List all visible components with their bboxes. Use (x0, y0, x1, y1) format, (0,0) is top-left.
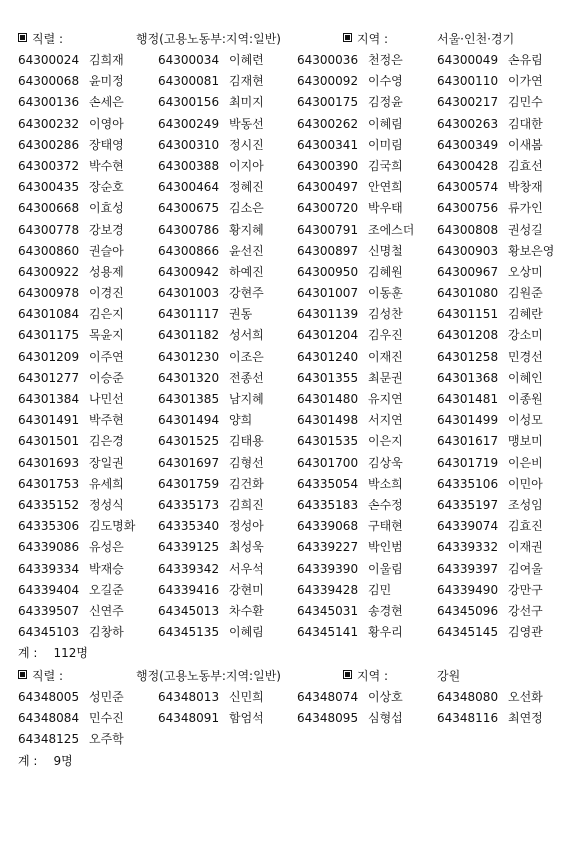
exam-number: 64301139 (297, 307, 359, 322)
exam-number: 64300668 (18, 201, 80, 216)
exam-number: 64300428 (437, 158, 499, 173)
candidate-name: 오선화 (508, 690, 543, 704)
candidate-name: 황보은영 (508, 243, 555, 258)
bullet-square-icon (343, 29, 357, 50)
candidate-name: 정성아 (229, 519, 264, 534)
candidate-name: 김정윤 (368, 95, 403, 110)
candidate-name: 민수진 (89, 711, 124, 726)
exam-number: 64301501 (18, 434, 80, 449)
exam-number: 64339397 (437, 561, 499, 576)
candidate-name: 김성찬 (368, 307, 403, 322)
job-value: 행정(고용노동부:지역:일반) (136, 669, 281, 683)
exam-number: 64345013 (158, 603, 220, 618)
exam-number: 64301175 (18, 328, 80, 343)
exam-number: 64300778 (18, 222, 80, 237)
exam-number: 64348013 (158, 690, 220, 704)
roster-row (18, 410, 578, 431)
exam-number: 64348005 (18, 690, 80, 704)
exam-number: 64300574 (437, 180, 499, 195)
candidate-name: 손수정 (368, 497, 403, 512)
candidate-name: 강선구 (508, 603, 543, 618)
exam-number: 64300786 (158, 222, 220, 237)
exam-number: 64301480 (297, 392, 359, 406)
candidate-name: 이혜림 (229, 625, 264, 640)
exam-number: 64301491 (18, 413, 80, 428)
roster-row (18, 262, 578, 283)
roster-row (18, 559, 578, 580)
candidate-name: 남지혜 (229, 392, 264, 406)
roster-row (18, 389, 578, 410)
section-total (18, 643, 578, 664)
exam-number: 64300092 (297, 74, 359, 89)
candidate-name: 김희진 (229, 497, 264, 512)
job-label: 직렬 : (32, 32, 64, 46)
candidate-name: 이은비 (508, 455, 543, 470)
exam-number: 64339334 (18, 561, 80, 576)
roster-row (18, 537, 578, 558)
exam-number: 64300310 (158, 137, 220, 152)
roster-row (18, 687, 578, 708)
candidate-name: 김영관 (508, 625, 543, 640)
exam-number: 64345103 (18, 625, 80, 640)
candidate-name: 김건화 (229, 476, 264, 491)
roster-row (18, 198, 578, 219)
exam-number: 64300950 (297, 264, 359, 279)
roster-row (18, 71, 578, 92)
candidate-name: 강현미 (229, 582, 264, 597)
exam-number: 64300897 (297, 243, 359, 258)
candidate-name: 박소희 (368, 476, 403, 491)
bullet-square-icon (18, 666, 32, 687)
exam-number: 64335197 (437, 497, 499, 512)
exam-number: 64300286 (18, 137, 80, 152)
roster-row (18, 50, 578, 71)
exam-number: 64300136 (18, 95, 80, 110)
total-value: 112명 (53, 646, 88, 661)
exam-number: 64300175 (297, 95, 359, 110)
candidate-name: 정성식 (89, 497, 124, 512)
exam-number: 64300390 (297, 158, 359, 173)
candidate-name: 김창하 (89, 625, 124, 640)
exam-number: 64339074 (437, 519, 499, 534)
candidate-name: 김도명화 (89, 519, 136, 534)
candidate-name: 김효선 (508, 158, 543, 173)
exam-number: 64300720 (297, 201, 359, 216)
candidate-name: 최문권 (368, 370, 403, 385)
exam-number: 64301230 (158, 349, 220, 364)
candidate-name: 이민아 (508, 476, 543, 491)
bullet-square-icon (343, 666, 357, 687)
candidate-name: 김효진 (508, 519, 543, 534)
exam-number: 64300110 (437, 74, 499, 89)
candidate-name: 함엄석 (229, 711, 264, 726)
candidate-name: 이성모 (508, 413, 543, 428)
exam-number: 64348095 (297, 711, 359, 726)
job-label: 직렬 : (32, 669, 64, 683)
candidate-name: 박주현 (89, 413, 124, 428)
candidate-name: 서지연 (368, 413, 403, 428)
exam-number: 64339227 (297, 540, 359, 555)
section-header (18, 29, 578, 50)
exam-number: 64300263 (437, 116, 499, 131)
exam-number: 64335054 (297, 476, 359, 491)
exam-number: 64300866 (158, 243, 220, 258)
exam-number: 64339125 (158, 540, 220, 555)
candidate-name: 김민 (368, 582, 392, 597)
candidate-name: 이효성 (89, 201, 124, 216)
exam-number: 64301204 (297, 328, 359, 343)
exam-number: 64348091 (158, 711, 220, 726)
exam-number: 64301617 (437, 434, 499, 449)
candidate-name: 최연정 (508, 711, 543, 726)
candidate-name: 김민수 (508, 95, 543, 110)
candidate-name: 강보경 (89, 222, 124, 237)
exam-number: 64339428 (297, 582, 359, 597)
candidate-name: 이가연 (508, 74, 543, 89)
exam-number: 64301759 (158, 476, 220, 491)
exam-number: 64300081 (158, 74, 220, 89)
exam-number: 64339404 (18, 582, 80, 597)
candidate-name: 유세희 (89, 476, 124, 491)
exam-number: 64301498 (297, 413, 359, 428)
exam-number: 64301700 (297, 455, 359, 470)
candidate-name: 송경현 (368, 603, 403, 618)
candidate-name: 강소미 (508, 328, 543, 343)
candidate-name: 박재승 (89, 561, 124, 576)
candidate-name: 박인범 (368, 540, 403, 555)
exam-number: 64301080 (437, 286, 499, 301)
candidate-name: 권슬아 (89, 243, 124, 258)
candidate-name: 조성임 (508, 497, 543, 512)
candidate-name: 오길준 (89, 582, 124, 597)
exam-number: 64301007 (297, 286, 359, 301)
region-value: 서울·인천·경기 (437, 32, 515, 46)
candidate-name: 유지연 (368, 392, 403, 406)
roster-row (18, 580, 578, 601)
exam-number: 64300262 (297, 116, 359, 131)
exam-number: 64300049 (437, 53, 499, 67)
exam-number: 64345141 (297, 625, 359, 640)
exam-number: 64300036 (297, 53, 359, 67)
roster-row (18, 92, 578, 113)
exam-number: 64300967 (437, 264, 499, 279)
exam-number: 64335173 (158, 497, 220, 512)
candidate-name: 이새봄 (508, 137, 543, 152)
exam-number: 64300808 (437, 222, 499, 237)
roster-row (18, 431, 578, 452)
roster-row (18, 220, 578, 241)
candidate-name: 차수환 (229, 603, 264, 618)
roster-row (18, 622, 578, 643)
candidate-name: 강현주 (229, 286, 264, 301)
exam-number: 64301240 (297, 349, 359, 364)
section-header (18, 666, 578, 687)
candidate-name: 김대한 (508, 116, 543, 131)
exam-number: 64300903 (437, 243, 499, 258)
exam-number: 64300217 (437, 95, 499, 110)
candidate-name: 나민선 (89, 392, 124, 406)
exam-number: 64300675 (158, 201, 220, 216)
candidate-name: 안연희 (368, 180, 403, 195)
exam-number: 64300435 (18, 180, 80, 195)
candidate-name: 이영아 (89, 116, 124, 131)
candidate-name: 서우석 (229, 561, 264, 576)
candidate-name: 이승준 (89, 370, 124, 385)
candidate-name: 정혜진 (229, 180, 264, 195)
roster-row (18, 177, 578, 198)
exam-number: 64301385 (158, 392, 220, 406)
roster-row (18, 474, 578, 495)
candidate-name: 강만구 (508, 582, 543, 597)
exam-number: 64345031 (297, 603, 359, 618)
candidate-name: 박수현 (89, 158, 124, 173)
exam-number: 64301384 (18, 392, 80, 406)
exam-number: 64300349 (437, 137, 499, 152)
candidate-name: 장태영 (89, 137, 124, 152)
exam-number: 64300388 (158, 158, 220, 173)
candidate-name: 손유림 (508, 53, 543, 67)
exam-number: 64335306 (18, 519, 80, 534)
roster-row (18, 135, 578, 156)
roster-row (18, 347, 578, 368)
candidate-name: 이수영 (368, 74, 403, 89)
exam-number: 64301693 (18, 455, 80, 470)
total-label: 계 : (18, 646, 38, 661)
candidate-name: 이재권 (508, 540, 543, 555)
candidate-name: 김우진 (368, 328, 403, 343)
candidate-name: 최미지 (229, 95, 264, 110)
exam-number: 64300156 (158, 95, 220, 110)
exam-number: 64301277 (18, 370, 80, 385)
candidate-name: 김희재 (89, 53, 124, 67)
candidate-name: 이지아 (229, 158, 264, 173)
exam-number: 64345135 (158, 625, 220, 640)
candidate-name: 양희 (229, 413, 253, 428)
exam-number: 64300034 (158, 53, 220, 67)
candidate-name: 신명철 (368, 243, 403, 258)
roster-row (18, 325, 578, 346)
exam-number: 64339342 (158, 561, 220, 576)
candidate-name: 김재현 (229, 74, 264, 89)
exam-number: 64339490 (437, 582, 499, 597)
candidate-name: 이주연 (89, 349, 124, 364)
exam-number: 64335183 (297, 497, 359, 512)
candidate-name: 하예진 (229, 264, 264, 279)
exam-number: 64345145 (437, 625, 499, 640)
candidate-name: 이경진 (89, 286, 124, 301)
roster-row (18, 283, 578, 304)
exam-number: 64335106 (437, 476, 499, 491)
candidate-name: 이혜인 (508, 370, 543, 385)
exam-number: 64300860 (18, 243, 80, 258)
exam-number: 64348080 (437, 690, 499, 704)
exam-number: 64339332 (437, 540, 499, 555)
candidate-name: 성서희 (229, 328, 264, 343)
exam-number: 64301117 (158, 307, 220, 322)
roster-row (18, 114, 578, 135)
roster-row (18, 241, 578, 262)
roster-row (18, 453, 578, 474)
exam-number: 64301525 (158, 434, 220, 449)
candidate-name: 성용제 (89, 264, 124, 279)
exam-number: 64301003 (158, 286, 220, 301)
region-label: 지역 : (357, 669, 389, 683)
exam-number: 64335340 (158, 519, 220, 534)
exam-number: 64300341 (297, 137, 359, 152)
candidate-name: 신연주 (89, 603, 124, 618)
candidate-name: 박우태 (368, 201, 403, 216)
exam-number: 64301535 (297, 434, 359, 449)
candidate-name: 목윤지 (89, 328, 124, 343)
bullet-square-icon (18, 29, 32, 50)
roster-row (18, 304, 578, 325)
exam-number: 64345096 (437, 603, 499, 618)
candidate-name: 이동훈 (368, 286, 403, 301)
exam-number: 64301355 (297, 370, 359, 385)
candidate-name: 김은경 (89, 434, 124, 449)
candidate-name: 이울림 (368, 561, 403, 576)
candidate-name: 류가인 (508, 201, 543, 216)
exam-number: 64301697 (158, 455, 220, 470)
candidate-name: 윤선진 (229, 243, 264, 258)
candidate-name: 김은지 (89, 307, 124, 322)
candidate-name: 맹보미 (508, 434, 543, 449)
roster-row (18, 156, 578, 177)
roster-section (18, 29, 578, 664)
exam-number: 64301368 (437, 370, 499, 385)
roster-row (18, 495, 578, 516)
exam-number: 64348125 (18, 732, 80, 747)
roster-row (18, 516, 578, 537)
exam-number: 64348084 (18, 711, 80, 726)
candidate-name: 이미림 (368, 137, 403, 152)
candidate-name: 민경선 (508, 349, 543, 364)
exam-number: 64300232 (18, 116, 80, 131)
region-label: 지역 : (357, 32, 389, 46)
candidate-name: 김형선 (229, 455, 264, 470)
candidate-name: 성민준 (89, 690, 124, 704)
candidate-name: 윤미정 (89, 74, 124, 89)
exam-number: 64300756 (437, 201, 499, 216)
roster-section (18, 666, 578, 772)
exam-number: 64301753 (18, 476, 80, 491)
region-value: 강원 (437, 669, 461, 683)
exam-number: 64301320 (158, 370, 220, 385)
exam-number: 64300497 (297, 180, 359, 195)
exam-number: 64301209 (18, 349, 80, 364)
exam-number: 64301084 (18, 307, 80, 322)
total-value: 9명 (53, 753, 73, 768)
exam-number: 64339390 (297, 561, 359, 576)
candidate-name: 황지혜 (229, 222, 264, 237)
candidate-name: 이혜련 (229, 53, 264, 67)
exam-number: 64300791 (297, 222, 359, 237)
roster-row (18, 708, 578, 729)
candidate-name: 구태현 (368, 519, 403, 534)
exam-number: 64335152 (18, 497, 80, 512)
candidate-name: 권동 (229, 307, 253, 322)
exam-number: 64301499 (437, 413, 499, 428)
exam-number: 64301494 (158, 413, 220, 428)
candidate-name: 이조은 (229, 349, 264, 364)
candidate-name: 이은지 (368, 434, 403, 449)
exam-number: 64301151 (437, 307, 499, 322)
candidate-name: 신민희 (229, 690, 264, 704)
candidate-name: 이혜림 (368, 116, 403, 131)
candidate-name: 박동선 (229, 116, 264, 131)
exam-number: 64301208 (437, 328, 499, 343)
roster-row (18, 729, 578, 750)
exam-number: 64300024 (18, 53, 80, 67)
exam-number: 64300249 (158, 116, 220, 131)
candidate-name: 오주학 (89, 732, 124, 747)
candidate-name: 오상미 (508, 264, 543, 279)
candidate-name: 박창재 (508, 180, 543, 195)
candidate-name: 김혜원 (368, 264, 403, 279)
roster-row (18, 368, 578, 389)
exam-number: 64339068 (297, 519, 359, 534)
candidate-name: 김원준 (508, 286, 543, 301)
candidate-name: 정시진 (229, 137, 264, 152)
exam-number: 64300068 (18, 74, 80, 89)
exam-number: 64339416 (158, 582, 220, 597)
candidate-name: 유성은 (89, 540, 124, 555)
job-value: 행정(고용노동부:지역:일반) (136, 32, 281, 46)
candidate-name: 전종선 (229, 370, 264, 385)
candidate-name: 조에스더 (368, 222, 415, 237)
exam-number: 64339507 (18, 603, 80, 618)
exam-number: 64300942 (158, 264, 220, 279)
total-label: 계 : (18, 753, 38, 768)
exam-number: 64301182 (158, 328, 220, 343)
exam-number: 64300464 (158, 180, 220, 195)
candidate-name: 이재진 (368, 349, 403, 364)
candidate-name: 김상욱 (368, 455, 403, 470)
candidate-name: 김소은 (229, 201, 264, 216)
candidate-name: 장일권 (89, 455, 124, 470)
candidate-name: 이상호 (368, 690, 403, 704)
candidate-name: 김국희 (368, 158, 403, 173)
exam-number: 64301719 (437, 455, 499, 470)
exam-number: 64300922 (18, 264, 80, 279)
roster-row (18, 601, 578, 622)
exam-number: 64348116 (437, 711, 499, 726)
exam-number: 64301481 (437, 392, 499, 406)
exam-number: 64301258 (437, 349, 499, 364)
exam-number: 64348074 (297, 690, 359, 704)
exam-number: 64339086 (18, 540, 80, 555)
candidate-name: 손세은 (89, 95, 124, 110)
candidate-name: 권성길 (508, 222, 543, 237)
candidate-name: 김혜란 (508, 307, 543, 322)
exam-number: 64300978 (18, 286, 80, 301)
section-total (18, 751, 578, 772)
candidate-name: 이종원 (508, 392, 543, 406)
exam-number: 64300372 (18, 158, 80, 173)
candidate-name: 김여울 (508, 561, 543, 576)
candidate-name: 장순호 (89, 180, 124, 195)
candidate-name: 심형섭 (368, 711, 403, 726)
candidate-name: 황우리 (368, 625, 403, 640)
candidate-name: 천정은 (368, 53, 403, 67)
candidate-name: 김태용 (229, 434, 264, 449)
candidate-name: 최성욱 (229, 540, 264, 555)
